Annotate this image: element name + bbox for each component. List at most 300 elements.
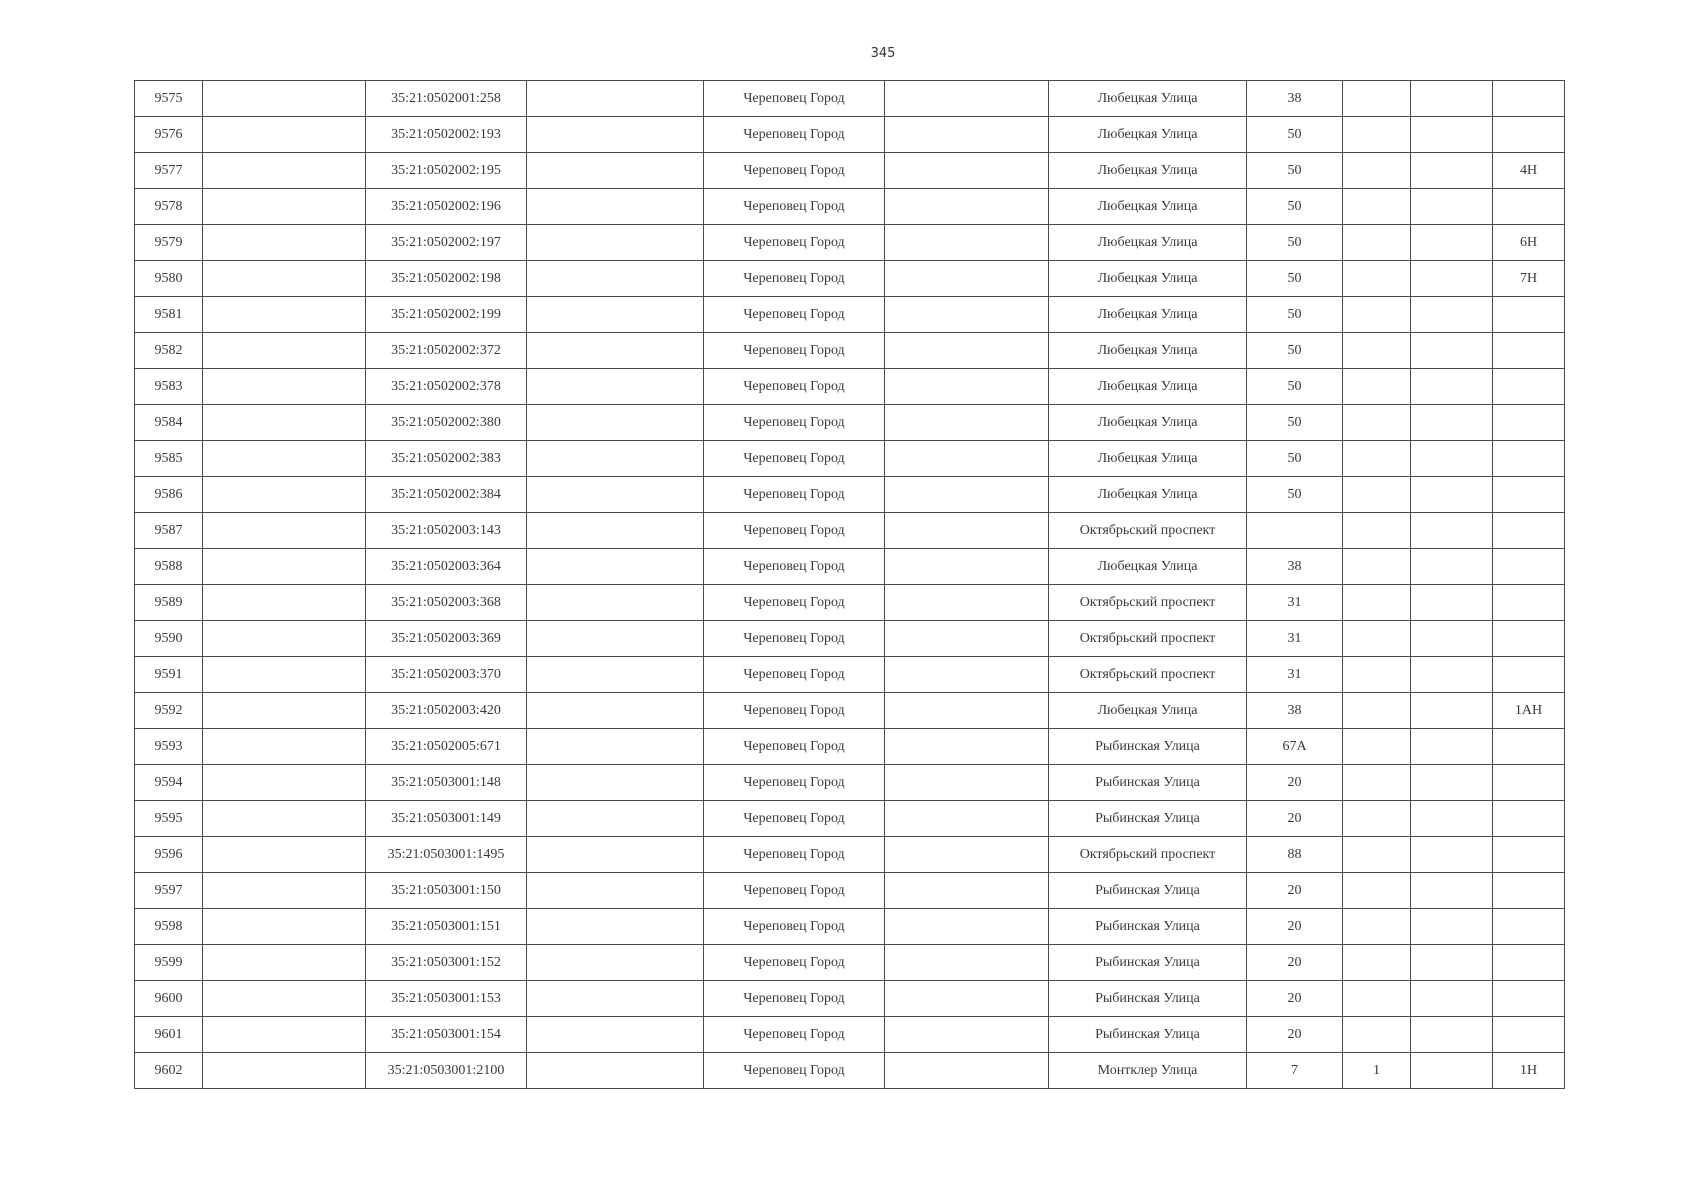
empty-cell [527, 153, 704, 189]
table-row [135, 909, 1565, 945]
city-cell: Череповец Город [704, 513, 885, 549]
house-number-cell: 20 [1247, 873, 1343, 909]
street-cell: Рыбинская Улица [1049, 981, 1247, 1017]
empty-cell [203, 297, 366, 333]
street-cell: Октябрьский проспект [1049, 657, 1247, 693]
house-number-cell: 50 [1247, 477, 1343, 513]
empty-cell [1411, 225, 1493, 261]
street-cell: Рыбинская Улица [1049, 909, 1247, 945]
building-cell [1343, 81, 1411, 117]
city-cell: Череповец Город [704, 189, 885, 225]
empty-cell [1411, 621, 1493, 657]
house-number-cell: 50 [1247, 153, 1343, 189]
table-row [135, 657, 1565, 693]
street-cell: Любецкая Улица [1049, 225, 1247, 261]
city-cell: Череповец Город [704, 117, 885, 153]
table-body [135, 81, 1565, 1089]
empty-cell [1411, 153, 1493, 189]
premises-cell [1493, 477, 1565, 513]
house-number-cell: 50 [1247, 441, 1343, 477]
empty-cell [1411, 333, 1493, 369]
house-number-cell: 50 [1247, 405, 1343, 441]
empty-cell [885, 909, 1049, 945]
cadastral-number-cell: 35:21:0502002:196 [366, 189, 527, 225]
house-number-cell: 38 [1247, 693, 1343, 729]
premises-cell [1493, 765, 1565, 801]
empty-cell [1411, 693, 1493, 729]
record-number-cell: 9576 [135, 117, 203, 153]
empty-cell [527, 117, 704, 153]
building-cell [1343, 909, 1411, 945]
premises-cell: 4Н [1493, 153, 1565, 189]
empty-cell [885, 405, 1049, 441]
premises-cell [1493, 189, 1565, 225]
empty-cell [203, 405, 366, 441]
city-cell: Череповец Город [704, 405, 885, 441]
empty-cell [885, 585, 1049, 621]
city-cell: Череповец Город [704, 621, 885, 657]
table-row [135, 801, 1565, 837]
cadastral-number-cell: 35:21:0502002:384 [366, 477, 527, 513]
empty-cell [203, 945, 366, 981]
premises-cell [1493, 621, 1565, 657]
table-row [135, 765, 1565, 801]
premises-cell [1493, 405, 1565, 441]
registry-table [134, 80, 1565, 1089]
empty-cell [1411, 441, 1493, 477]
premises-cell [1493, 981, 1565, 1017]
empty-cell [1411, 837, 1493, 873]
premises-cell [1493, 729, 1565, 765]
street-cell: Любецкая Улица [1049, 369, 1247, 405]
empty-cell [527, 873, 704, 909]
building-cell [1343, 765, 1411, 801]
empty-cell [527, 477, 704, 513]
empty-cell [885, 189, 1049, 225]
empty-cell [1411, 261, 1493, 297]
city-cell: Череповец Город [704, 333, 885, 369]
city-cell: Череповец Город [704, 909, 885, 945]
city-cell: Череповец Город [704, 765, 885, 801]
empty-cell [885, 981, 1049, 1017]
table-row [135, 621, 1565, 657]
building-cell [1343, 729, 1411, 765]
empty-cell [885, 945, 1049, 981]
empty-cell [885, 369, 1049, 405]
building-cell [1343, 477, 1411, 513]
record-number-cell: 9581 [135, 297, 203, 333]
city-cell: Череповец Город [704, 945, 885, 981]
premises-cell: 7Н [1493, 261, 1565, 297]
empty-cell [885, 801, 1049, 837]
empty-cell [203, 873, 366, 909]
empty-cell [885, 477, 1049, 513]
record-number-cell: 9578 [135, 189, 203, 225]
empty-cell [1411, 801, 1493, 837]
empty-cell [1411, 549, 1493, 585]
street-cell: Октябрьский проспект [1049, 585, 1247, 621]
empty-cell [1411, 873, 1493, 909]
premises-cell [1493, 801, 1565, 837]
record-number-cell: 9601 [135, 1017, 203, 1053]
house-number-cell: 31 [1247, 657, 1343, 693]
cadastral-number-cell: 35:21:0502003:369 [366, 621, 527, 657]
record-number-cell: 9582 [135, 333, 203, 369]
house-number-cell: 20 [1247, 801, 1343, 837]
cadastral-number-cell: 35:21:0502002:198 [366, 261, 527, 297]
empty-cell [1411, 981, 1493, 1017]
empty-cell [527, 1053, 704, 1089]
building-cell [1343, 441, 1411, 477]
premises-cell [1493, 909, 1565, 945]
empty-cell [527, 189, 704, 225]
empty-cell [527, 765, 704, 801]
empty-cell [1411, 117, 1493, 153]
premises-cell [1493, 369, 1565, 405]
empty-cell [885, 1017, 1049, 1053]
empty-cell [203, 1053, 366, 1089]
building-cell [1343, 549, 1411, 585]
city-cell: Череповец Город [704, 729, 885, 765]
premises-cell [1493, 873, 1565, 909]
city-cell: Череповец Город [704, 81, 885, 117]
premises-cell [1493, 297, 1565, 333]
street-cell: Любецкая Улица [1049, 117, 1247, 153]
street-cell: Монтклер Улица [1049, 1053, 1247, 1089]
table-row [135, 189, 1565, 225]
empty-cell [885, 693, 1049, 729]
empty-cell [203, 117, 366, 153]
building-cell [1343, 297, 1411, 333]
city-cell: Череповец Город [704, 441, 885, 477]
empty-cell [527, 261, 704, 297]
empty-cell [1411, 189, 1493, 225]
empty-cell [203, 333, 366, 369]
cadastral-number-cell: 35:21:0502002:383 [366, 441, 527, 477]
empty-cell [527, 225, 704, 261]
city-cell: Череповец Город [704, 477, 885, 513]
empty-cell [527, 585, 704, 621]
building-cell [1343, 333, 1411, 369]
building-cell [1343, 225, 1411, 261]
street-cell: Любецкая Улица [1049, 333, 1247, 369]
record-number-cell: 9587 [135, 513, 203, 549]
cadastral-number-cell: 35:21:0502002:378 [366, 369, 527, 405]
premises-cell [1493, 81, 1565, 117]
street-cell: Любецкая Улица [1049, 693, 1247, 729]
premises-cell [1493, 117, 1565, 153]
empty-cell [527, 513, 704, 549]
empty-cell [203, 585, 366, 621]
empty-cell [1411, 585, 1493, 621]
empty-cell [885, 261, 1049, 297]
table-row [135, 261, 1565, 297]
empty-cell [885, 837, 1049, 873]
table-row [135, 1017, 1565, 1053]
table-row [135, 297, 1565, 333]
table-row [135, 729, 1565, 765]
street-cell: Любецкая Улица [1049, 81, 1247, 117]
table-row [135, 1053, 1565, 1089]
cadastral-number-cell: 35:21:0502003:370 [366, 657, 527, 693]
house-number-cell: 50 [1247, 189, 1343, 225]
table-row [135, 981, 1565, 1017]
empty-cell [203, 981, 366, 1017]
record-number-cell: 9575 [135, 81, 203, 117]
empty-cell [885, 117, 1049, 153]
city-cell: Череповец Город [704, 297, 885, 333]
house-number-cell: 20 [1247, 1017, 1343, 1053]
city-cell: Череповец Город [704, 261, 885, 297]
empty-cell [203, 477, 366, 513]
empty-cell [527, 729, 704, 765]
empty-cell [203, 153, 366, 189]
house-number-cell: 50 [1247, 369, 1343, 405]
empty-cell [527, 693, 704, 729]
premises-cell [1493, 513, 1565, 549]
empty-cell [203, 369, 366, 405]
empty-cell [885, 333, 1049, 369]
record-number-cell: 9583 [135, 369, 203, 405]
record-number-cell: 9586 [135, 477, 203, 513]
empty-cell [1411, 405, 1493, 441]
record-number-cell: 9599 [135, 945, 203, 981]
house-number-cell: 38 [1247, 81, 1343, 117]
table-row [135, 405, 1565, 441]
empty-cell [1411, 513, 1493, 549]
table-row [135, 513, 1565, 549]
house-number-cell: 50 [1247, 297, 1343, 333]
house-number-cell: 20 [1247, 945, 1343, 981]
city-cell: Череповец Город [704, 153, 885, 189]
empty-cell [203, 909, 366, 945]
record-number-cell: 9585 [135, 441, 203, 477]
table-row [135, 585, 1565, 621]
table-row [135, 441, 1565, 477]
record-number-cell: 9594 [135, 765, 203, 801]
empty-cell [885, 765, 1049, 801]
empty-cell [1411, 477, 1493, 513]
empty-cell [1411, 297, 1493, 333]
empty-cell [885, 441, 1049, 477]
street-cell: Любецкая Улица [1049, 189, 1247, 225]
street-cell: Октябрьский проспект [1049, 837, 1247, 873]
empty-cell [203, 441, 366, 477]
empty-cell [527, 837, 704, 873]
table-row [135, 81, 1565, 117]
premises-cell [1493, 585, 1565, 621]
empty-cell [203, 261, 366, 297]
house-number-cell: 50 [1247, 333, 1343, 369]
empty-cell [1411, 657, 1493, 693]
record-number-cell: 9596 [135, 837, 203, 873]
empty-cell [203, 225, 366, 261]
empty-cell [527, 369, 704, 405]
premises-cell [1493, 945, 1565, 981]
street-cell: Рыбинская Улица [1049, 801, 1247, 837]
cadastral-number-cell: 35:21:0503001:150 [366, 873, 527, 909]
table-row [135, 549, 1565, 585]
cadastral-number-cell: 35:21:0503001:153 [366, 981, 527, 1017]
building-cell [1343, 837, 1411, 873]
cadastral-number-cell: 35:21:0503001:151 [366, 909, 527, 945]
empty-cell [885, 549, 1049, 585]
empty-cell [527, 297, 704, 333]
empty-cell [885, 729, 1049, 765]
empty-cell [203, 1017, 366, 1053]
empty-cell [1411, 369, 1493, 405]
cadastral-number-cell: 35:21:0502002:199 [366, 297, 527, 333]
empty-cell [885, 1053, 1049, 1089]
cadastral-number-cell: 35:21:0502001:258 [366, 81, 527, 117]
empty-cell [203, 657, 366, 693]
cadastral-number-cell: 35:21:0502002:197 [366, 225, 527, 261]
cadastral-number-cell: 35:21:0503001:152 [366, 945, 527, 981]
empty-cell [527, 621, 704, 657]
record-number-cell: 9602 [135, 1053, 203, 1089]
table-row [135, 945, 1565, 981]
street-cell: Любецкая Улица [1049, 153, 1247, 189]
premises-cell [1493, 441, 1565, 477]
record-number-cell: 9580 [135, 261, 203, 297]
empty-cell [885, 657, 1049, 693]
building-cell [1343, 369, 1411, 405]
premises-cell: 6Н [1493, 225, 1565, 261]
empty-cell [527, 945, 704, 981]
premises-cell [1493, 549, 1565, 585]
empty-cell [527, 549, 704, 585]
street-cell: Рыбинская Улица [1049, 1017, 1247, 1053]
cadastral-number-cell: 35:21:0502003:143 [366, 513, 527, 549]
empty-cell [1411, 81, 1493, 117]
city-cell: Череповец Город [704, 873, 885, 909]
house-number-cell: 88 [1247, 837, 1343, 873]
cadastral-number-cell: 35:21:0503001:149 [366, 801, 527, 837]
empty-cell [203, 801, 366, 837]
house-number-cell: 31 [1247, 585, 1343, 621]
record-number-cell: 9591 [135, 657, 203, 693]
building-cell [1343, 153, 1411, 189]
street-cell: Любецкая Улица [1049, 549, 1247, 585]
empty-cell [527, 81, 704, 117]
city-cell: Череповец Город [704, 585, 885, 621]
empty-cell [1411, 1017, 1493, 1053]
house-number-cell: 20 [1247, 765, 1343, 801]
building-cell [1343, 693, 1411, 729]
street-cell: Любецкая Улица [1049, 261, 1247, 297]
table-row [135, 117, 1565, 153]
record-number-cell: 9598 [135, 909, 203, 945]
city-cell: Череповец Город [704, 837, 885, 873]
building-cell [1343, 801, 1411, 837]
empty-cell [203, 621, 366, 657]
table-row [135, 477, 1565, 513]
building-cell [1343, 1017, 1411, 1053]
table-row [135, 225, 1565, 261]
empty-cell [885, 873, 1049, 909]
empty-cell [527, 657, 704, 693]
empty-cell [1411, 729, 1493, 765]
house-number-cell [1247, 513, 1343, 549]
street-cell: Рыбинская Улица [1049, 873, 1247, 909]
record-number-cell: 9595 [135, 801, 203, 837]
empty-cell [203, 765, 366, 801]
premises-cell [1493, 333, 1565, 369]
street-cell: Рыбинская Улица [1049, 945, 1247, 981]
record-number-cell: 9590 [135, 621, 203, 657]
building-cell [1343, 981, 1411, 1017]
record-number-cell: 9584 [135, 405, 203, 441]
record-number-cell: 9588 [135, 549, 203, 585]
building-cell [1343, 261, 1411, 297]
premises-cell [1493, 837, 1565, 873]
cadastral-number-cell: 35:21:0502002:372 [366, 333, 527, 369]
building-cell [1343, 585, 1411, 621]
premises-cell: 1Н [1493, 1053, 1565, 1089]
empty-cell [203, 549, 366, 585]
city-cell: Череповец Город [704, 549, 885, 585]
city-cell: Череповец Город [704, 801, 885, 837]
city-cell: Череповец Город [704, 657, 885, 693]
city-cell: Череповец Город [704, 369, 885, 405]
building-cell [1343, 945, 1411, 981]
empty-cell [527, 909, 704, 945]
record-number-cell: 9592 [135, 693, 203, 729]
house-number-cell: 67А [1247, 729, 1343, 765]
building-cell [1343, 621, 1411, 657]
empty-cell [527, 333, 704, 369]
house-number-cell: 50 [1247, 261, 1343, 297]
empty-cell [203, 189, 366, 225]
empty-cell [1411, 1053, 1493, 1089]
street-cell: Октябрьский проспект [1049, 621, 1247, 657]
house-number-cell: 7 [1247, 1053, 1343, 1089]
empty-cell [527, 405, 704, 441]
building-cell [1343, 513, 1411, 549]
record-number-cell: 9577 [135, 153, 203, 189]
empty-cell [203, 693, 366, 729]
empty-cell [1411, 945, 1493, 981]
empty-cell [1411, 909, 1493, 945]
city-cell: Череповец Город [704, 225, 885, 261]
building-cell [1343, 405, 1411, 441]
table-row [135, 153, 1565, 189]
empty-cell [885, 81, 1049, 117]
city-cell: Череповец Город [704, 693, 885, 729]
premises-cell [1493, 657, 1565, 693]
empty-cell [885, 297, 1049, 333]
street-cell: Любецкая Улица [1049, 405, 1247, 441]
table-row [135, 693, 1565, 729]
empty-cell [203, 81, 366, 117]
record-number-cell: 9579 [135, 225, 203, 261]
table-row [135, 333, 1565, 369]
empty-cell [1411, 765, 1493, 801]
cadastral-number-cell: 35:21:0502003:368 [366, 585, 527, 621]
street-cell: Любецкая Улица [1049, 477, 1247, 513]
house-number-cell: 31 [1247, 621, 1343, 657]
house-number-cell: 20 [1247, 981, 1343, 1017]
cadastral-number-cell: 35:21:0503001:148 [366, 765, 527, 801]
empty-cell [527, 441, 704, 477]
city-cell: Череповец Город [704, 981, 885, 1017]
cadastral-number-cell: 35:21:0502002:380 [366, 405, 527, 441]
empty-cell [527, 801, 704, 837]
building-cell [1343, 873, 1411, 909]
city-cell: Череповец Город [704, 1017, 885, 1053]
house-number-cell: 50 [1247, 225, 1343, 261]
street-cell: Октябрьский проспект [1049, 513, 1247, 549]
